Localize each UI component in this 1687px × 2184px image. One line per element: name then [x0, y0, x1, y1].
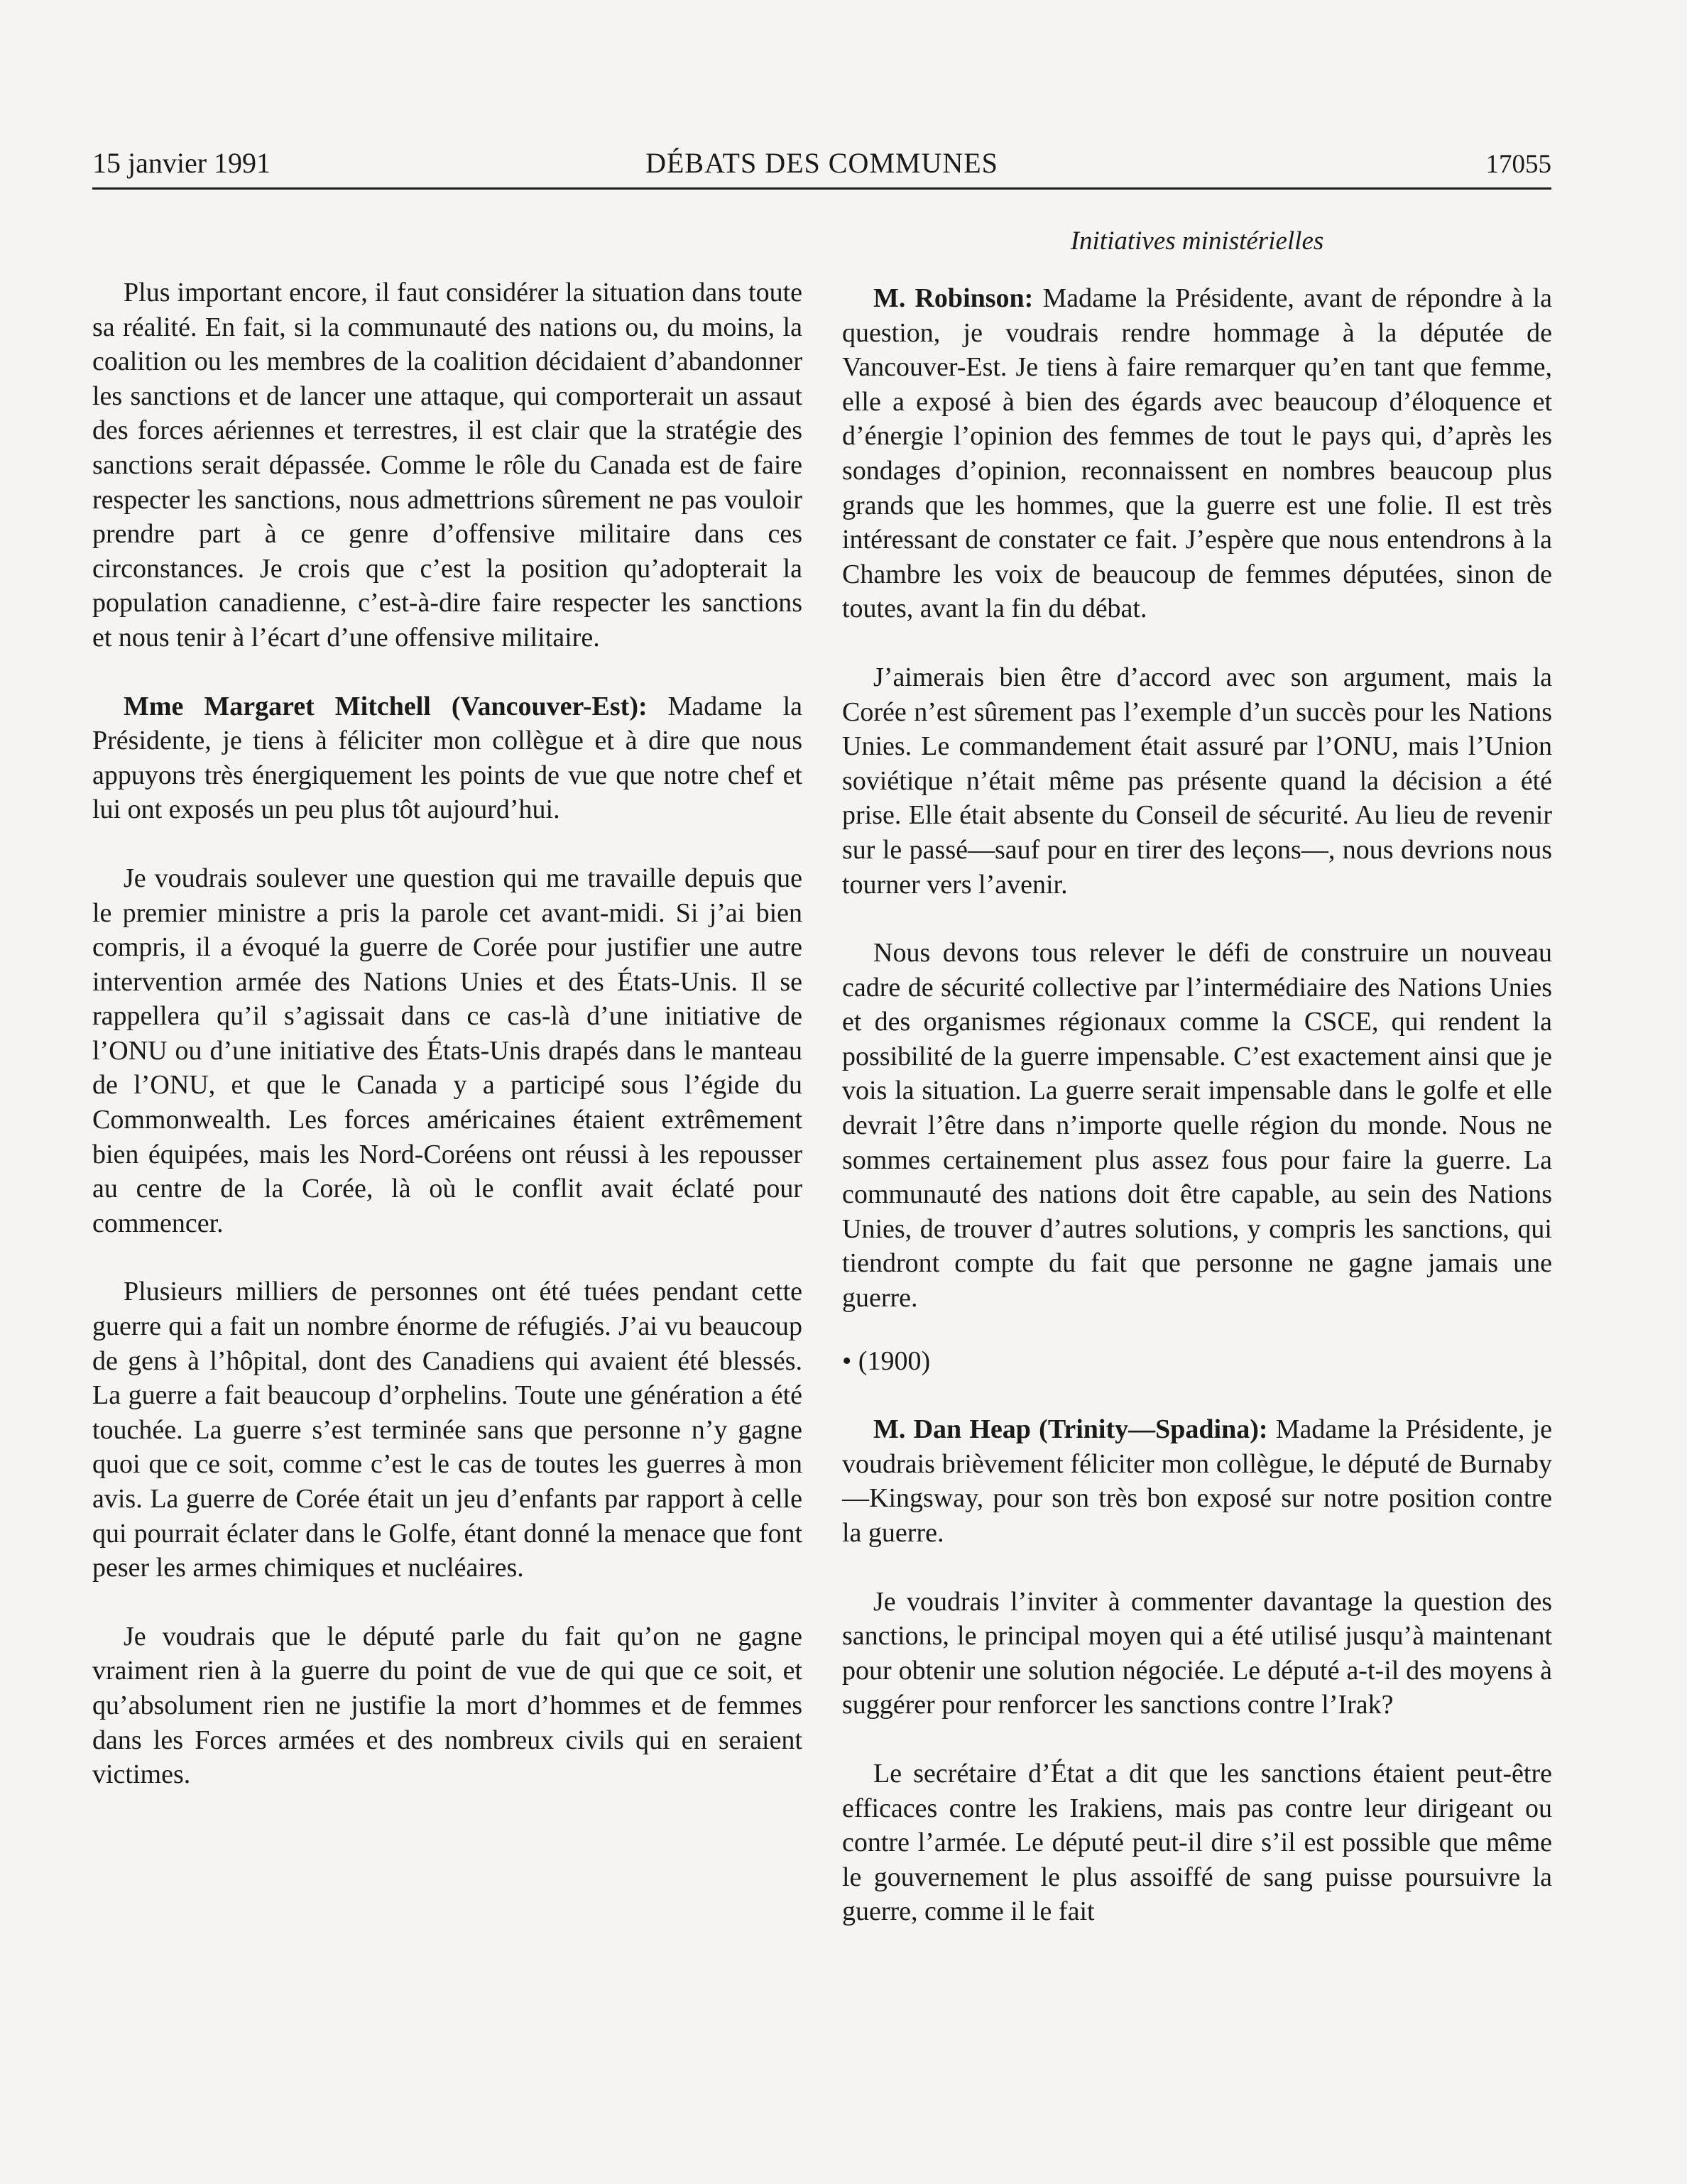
- header-rule: [92, 187, 1551, 190]
- paragraph: J’aimerais bien être d’accord avec son argument, mais la Corée n’est sûrement pas l’exemple d’un succès pour les Nations Unies. Le commandement était assuré par l’ONU, mais l’Union soviétique n’était même pas présente quand la décision a été prise. Elle était absente du Conseil de sécurité. Au lieu de revenir sur le passé—sauf pour en tirer des leçons—, nous devrions nous tourner vers l’avenir.: [842, 662, 1552, 900]
- right-column: [842, 281, 1552, 1929]
- paragraph: Plusieurs milliers de personnes ont été tuées pendant cette guerre qui a fait un nombre énorme de réfugiés. J’ai vu beaucoup de gens à l’hôpital, dont des Canadiens qui avaient été blessés. La guerre a fait beaucoup d’orphelins. Toute une génération a été touchée. La guerre s’est terminée sans que personne n’y gagne quoi que ce soit, comme c’est le cas de toutes les guerres à mon avis. La guerre de Corée était un jeu d’enfants par rapport à celle qui pourrait éclater dans le Golfe, étant donné la menace que font peser les armes chimiques et nucléaires.: [92, 1277, 802, 1583]
- speech-text: Madame la Présidente, je tiens à féliciter mon collègue et à dire que nous appuyons très énergiquement les points de vue que notre chef et lui ont exposés un peu plus tôt aujourd’hui.: [92, 691, 802, 825]
- speaker-name: Mme Margaret Mitchell (Vancouver-Est):: [124, 691, 648, 721]
- left-column: [92, 275, 802, 1792]
- speaker-paragraph: [92, 689, 802, 827]
- header-title: DÉBATS DES COMMUNES: [645, 147, 998, 179]
- paragraph: Plus important encore, il faut considérer la situation dans toute sa réalité. En fait, si la communauté des nations ou, du moins, la coalition ou les membres de la coalition décidaient d’abandonner les sanctions et de lancer une attaque, qui comporterait un assaut des forces aériennes et terrestres, il est clair que la stratégie des sanctions serait dépassée. Comme le rôle du Canada est de faire respecter les sanctions, nous admettrions sûrement ne pas vouloir prendre part à ce genre d’offensive militaire dans ces circonstances. Je crois que c’est la position qu’adopterait la population canadienne, c’est-à-dire faire respecter les sanctions et nous tenir à l’écart d’une offensive militaire.: [92, 278, 802, 653]
- paragraph: Nous devons tous relever le défi de construire un nouveau cadre de sécurité collective par l’intermédiaire des Nations Unies et des organismes régionaux comme la CSCE, qui rendent la possibilité de la guerre impensable. C’est exactement ainsi que je vois la situation. La guerre serait impensable dans le golfe et elle devrait l’être dans n’importe quelle région du monde. Nous ne sommes certainement plus assez fous pour faire la guerre. La communauté des nations doit être capable, au sein des Nations Unies, de trouver d’autres solutions, y compris les sanctions, qui tiendront compte du fait que personne ne gagne jamais une guerre.: [842, 938, 1552, 1314]
- header-date: 15 janvier 1991: [92, 147, 271, 179]
- speaker-paragraph: [842, 1412, 1552, 1550]
- speaker-name: M. Robinson:: [873, 283, 1034, 313]
- section-label: Initiatives ministérielles: [1070, 226, 1324, 256]
- speech-text: Madame la Présidente, avant de répondre à la question, je voudrais rendre hommage à la députée de Vancouver-Est. Je tiens à faire remarquer qu’en tant que femme, elle a exposé à bien des égards avec beaucoup d’éloquence et d’énergie l’opinion des femmes de tout le pays qui, d’après les sondages d’opinion, reconnaissent en nombres beaucoup plus grands que les hommes, que la guerre est une folie. Il est très intéressant de constater ce fait. J’espère que nous entendrons à la Chambre les voix de beaucoup de femmes députées, sinon de toutes, avant la fin du débat.: [842, 283, 1552, 624]
- header-page-number: 17055: [1485, 150, 1551, 179]
- page-header: [92, 142, 1551, 190]
- speaker-name: M. Dan Heap (Trinity—Spadina):: [873, 1414, 1268, 1445]
- paragraph: Je voudrais l’inviter à commenter davantage la question des sanctions, le principal moyen qui a été utilisé jusqu’à maintenant pour obtenir une solution négociée. Le député a-t-il des moyens à suggérer pour renforcer les sanctions contre l’Irak?: [842, 1586, 1552, 1720]
- paragraph: Je voudrais soulever une question qui me travaille depuis que le premier ministre a pris la parole cet avant-midi. Si j’ai bien compris, il a évoqué la guerre de Corée pour justifier une autre intervention armée des Nations Unies et des États-Unis. Il se rappellera qu’il s’agissait dans ce cas-là d’une initiative de l’ONU ou d’une initiative des États-Unis drapés dans le manteau de l’ONU, et que le Canada y a participé sous l’égide du Commonwealth. Les forces américaines étaient extrêmement bien équipées, mais les Nord-Coréens ont réussi à les repousser au centre de la Corée, là où le conflit avait éclaté pour commencer.: [92, 863, 802, 1238]
- paragraph: Le secrétaire d’État a dit que les sanctions étaient peut-être efficaces contre les Irakiens, mais pas contre leur dirigeant ou contre l’armée. Le député peut-il dire s’il est possible que même le gouvernement le plus assoiffé de sang puisse poursuivre la guerre, comme il le fait: [842, 1758, 1552, 1927]
- paragraph: Je voudrais que le député parle du fait qu’on ne gagne vraiment rien à la guerre du point de vue de qui que ce soit, et qu’absolument rien ne justifie la mort d’hommes et de femmes dans les Forces armées et des nombreux civils qui en seraient victimes.: [92, 1621, 802, 1790]
- time-marker: • (1900): [842, 1345, 931, 1376]
- speaker-paragraph: [842, 281, 1552, 626]
- speech-text: Madame la Présidente, je voudrais brièvement féliciter mon collègue, le député de Burnaby—Kingsway, pour son très bon exposé sur notre position contre la guerre.: [842, 1414, 1552, 1548]
